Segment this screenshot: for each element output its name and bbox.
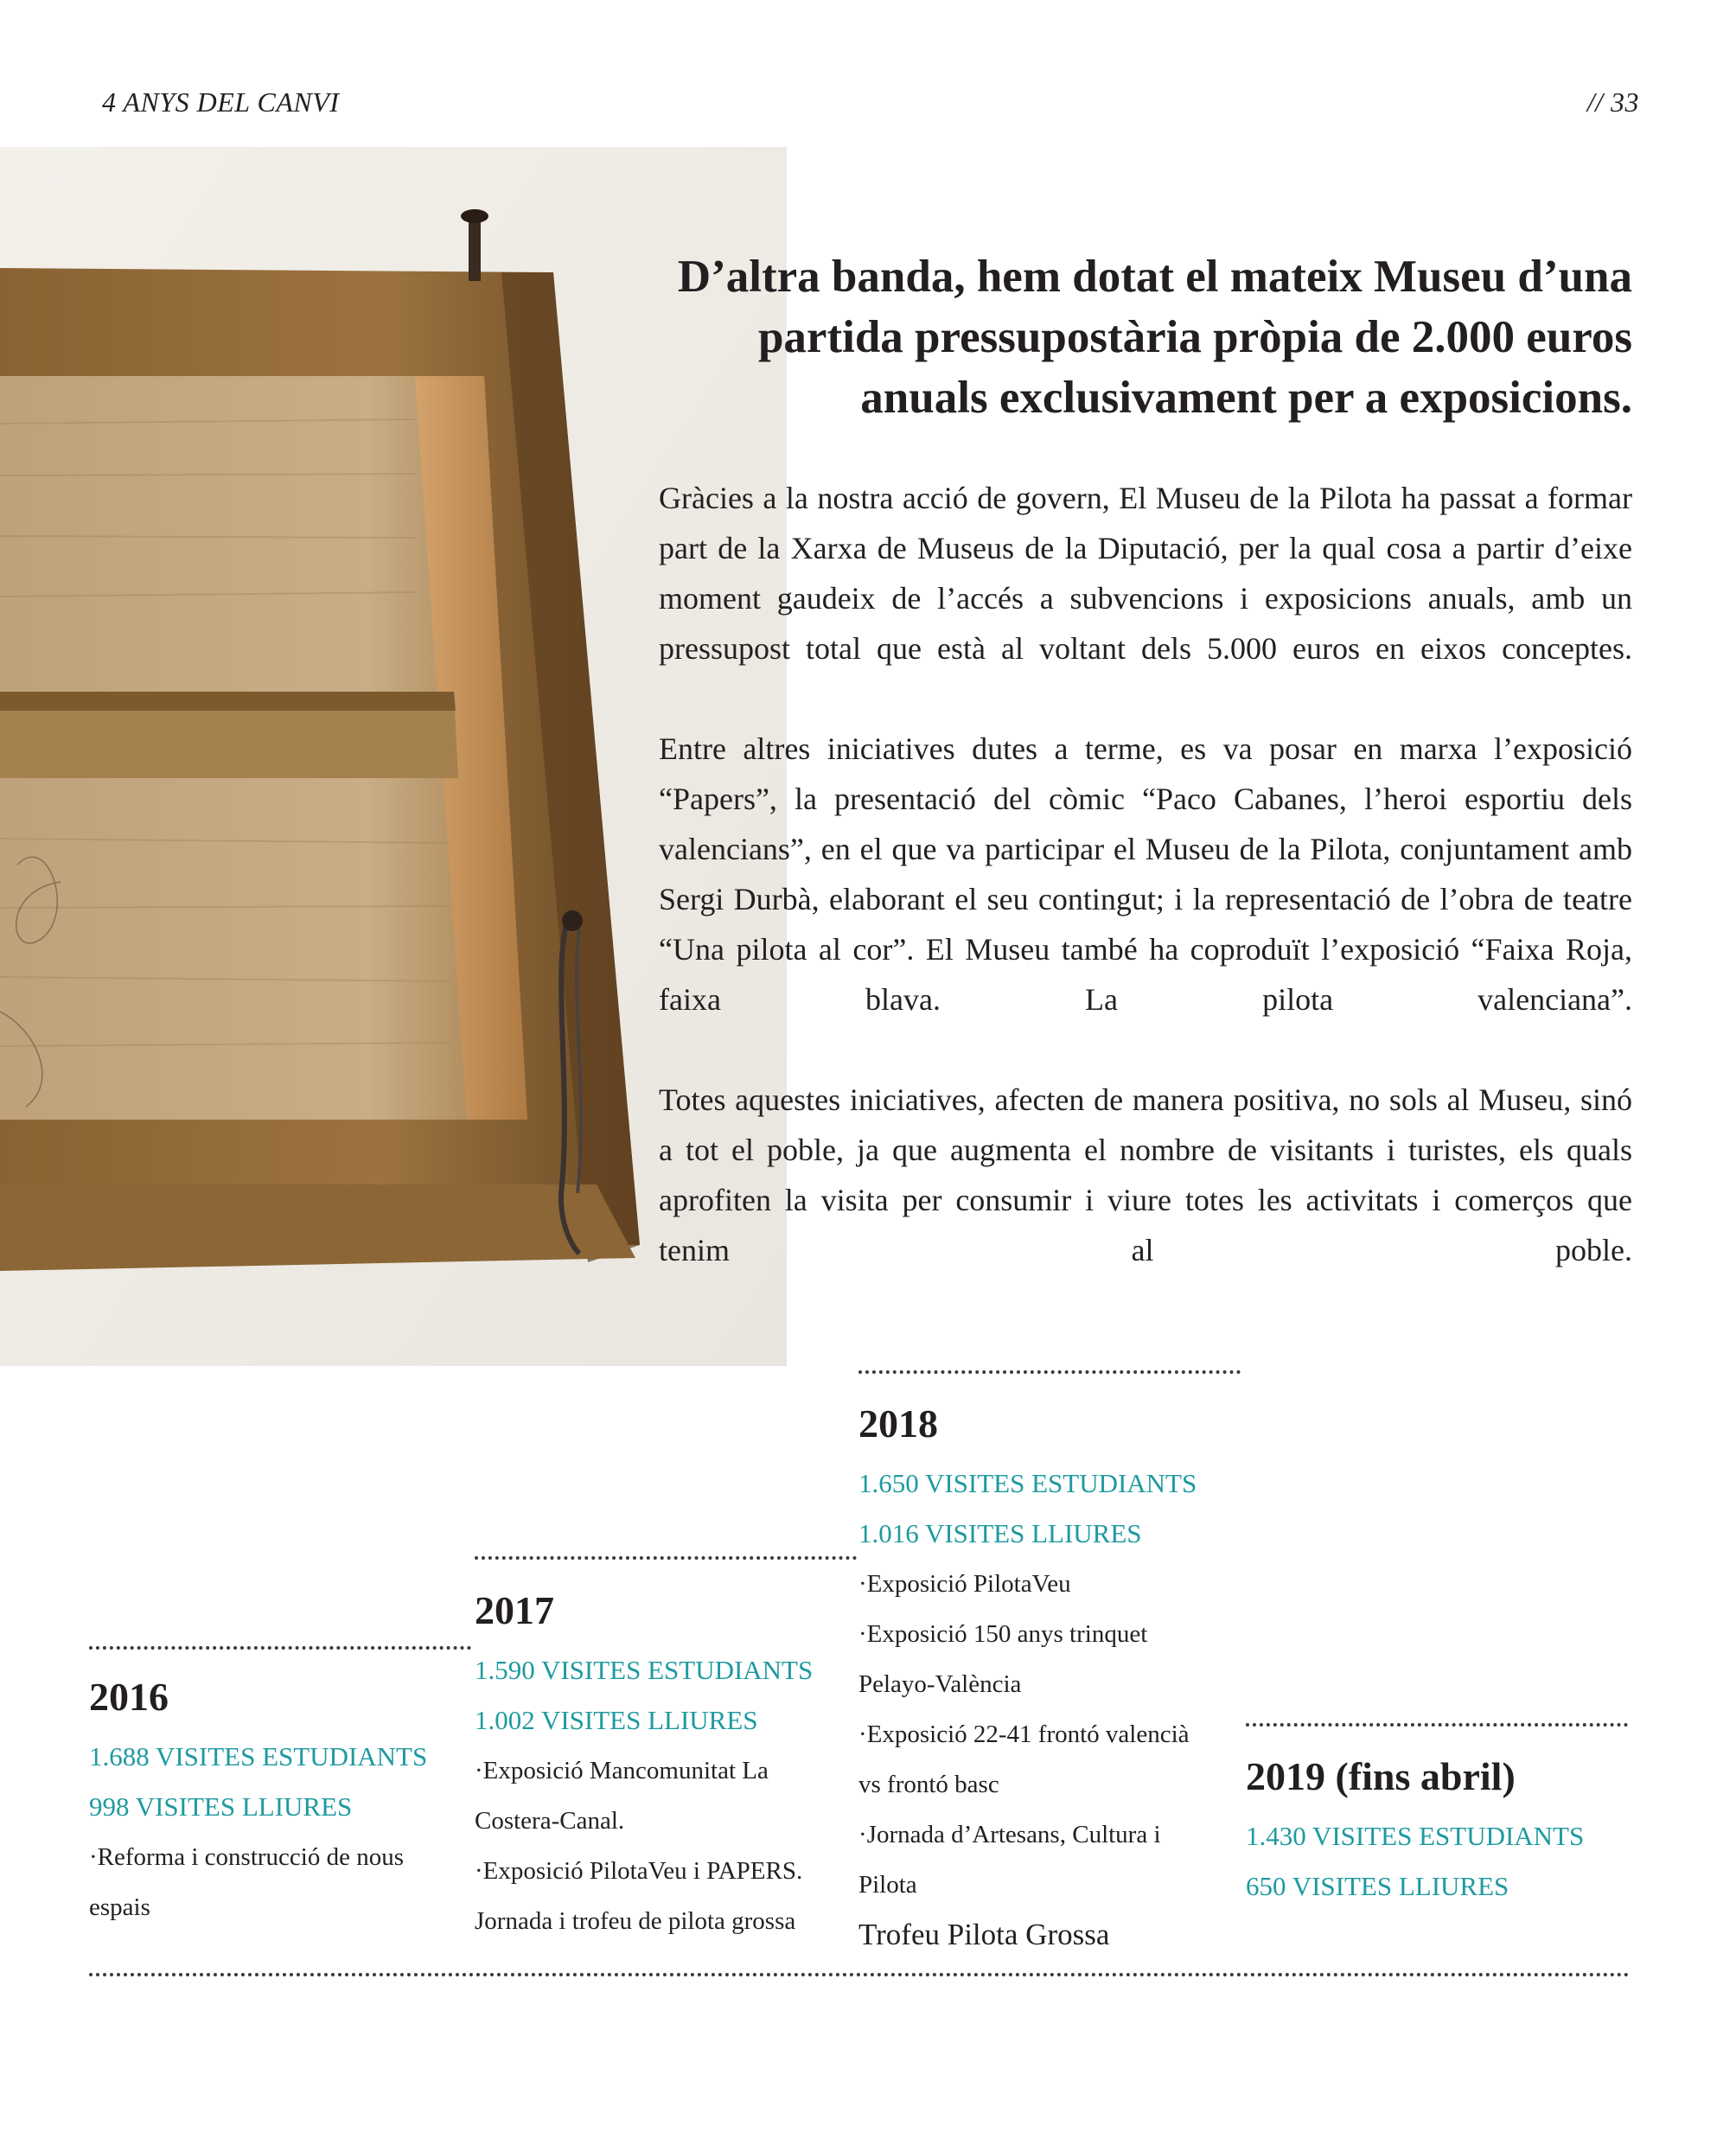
year-heading: 2016	[89, 1675, 169, 1719]
list-item: vs frontó basc	[858, 1771, 999, 1798]
list-item: ·Reforma i construcció de nous	[89, 1843, 405, 1871]
timeline-2019	[1246, 1751, 1630, 1912]
list-item: Pelayo-València	[858, 1670, 1022, 1698]
list-item: Jornada i trofeu de pilota grossa	[475, 1907, 796, 1935]
list-item-trophy: Trofeu Pilota Grossa	[858, 1918, 1110, 1951]
divider-2018	[858, 1370, 1241, 1374]
stat-students: 1.650 VISITES ESTUDIANTS	[858, 1468, 1197, 1498]
list-item: ·Exposició 22-41 frontó valencià	[858, 1720, 1190, 1748]
timeline-2018	[858, 1398, 1239, 1960]
divider-2016	[89, 1646, 471, 1650]
list-item: Costera-Canal.	[475, 1807, 625, 1835]
page-number: // 33	[1586, 86, 1639, 118]
stat-students: 1.430 VISITES ESTUDIANTS	[1246, 1821, 1585, 1851]
stat-students: 1.688 VISITES ESTUDIANTS	[89, 1741, 428, 1772]
paragraph-1: Gràcies a la nostra acció de govern, El Museu de la Pilota ha passat a formar part de la Xarxa de Museus de la Diputació, per la qual cosa a partir d’eixe moment gaudeix de l’accés a subvencions i exposicions anuals, amb un pressupost total que està al voltant dels 5.000 euros en eixos conceptes.	[659, 481, 1632, 666]
stat-free: 998 VISITES LLIURES	[89, 1791, 353, 1822]
year-heading: 2017	[475, 1588, 554, 1632]
divider-bottom	[89, 1973, 1630, 1976]
running-head-title: 4 ANYS DEL CANVI	[102, 86, 340, 118]
year-heading: 2019 (fins abril)	[1246, 1754, 1516, 1798]
timeline-2017	[475, 1585, 855, 1946]
stat-free: 1.002 VISITES LLIURES	[475, 1705, 758, 1735]
year-heading: 2018	[858, 1401, 938, 1446]
pull-quote-headline: D’altra banda, hem dotat el mateix Museu d’una partida pressupostària pròpia de 2.000 euros anuals exclusivament per a exposicions.	[677, 252, 1632, 423]
list-item: Pilota	[858, 1871, 917, 1899]
list-item: ·Exposició PilotaVeu	[858, 1570, 1071, 1598]
paragraph-2: Entre altres iniciatives dutes a terme, es va posar en marxa l’exposició “Papers”, la presentació del còmic “Paco Cabanes, l’heroi esportiu dels valencians”, en el que va participar el Museu de la Pilota, conjuntament amb Sergi Durbà, elaborant el seu contingut; i la representació de l’obra de teatre “Una pilota al cor”. El Museu també ha coproduït l’exposició “Faixa Roja, faixa blava. La pilota valenciana”.	[659, 731, 1632, 1017]
list-item: ·Jornada d’Artesans, Cultura i	[858, 1821, 1161, 1848]
timeline-2016	[89, 1671, 469, 1932]
stat-students: 1.590 VISITES ESTUDIANTS	[475, 1655, 814, 1685]
stat-free: 650 VISITES LLIURES	[1246, 1871, 1509, 1901]
list-item: ·Exposició Mancomunitat La	[475, 1757, 769, 1784]
divider-2017	[475, 1556, 857, 1560]
paragraph-3: Totes aquestes iniciatives, afecten de manera positiva, no sols al Museu, sinó a tot el poble, ja que augmenta el nombre de visitants i turistes, els quals aprofiten la visita per consumir i viure totes les activitats i comerços que tenim al poble.	[659, 1082, 1632, 1267]
list-item: espais	[89, 1893, 150, 1921]
list-item: ·Exposició 150 anys trinquet	[858, 1620, 1148, 1648]
divider-2019	[1246, 1723, 1628, 1727]
list-item: ·Exposició PilotaVeu i PAPERS.	[475, 1857, 803, 1885]
stat-free: 1.016 VISITES LLIURES	[858, 1518, 1142, 1548]
article-text	[657, 246, 1632, 1325]
